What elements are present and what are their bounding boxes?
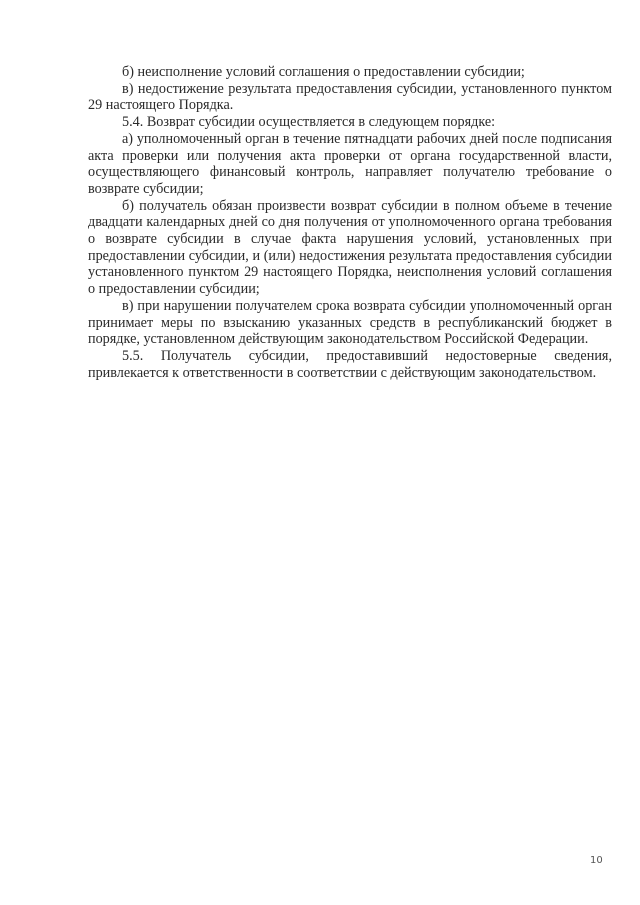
document-body: [88, 64, 612, 381]
paragraph-5-4-v: в) при нарушении получателем срока возврата субсидии уполномоченный орган принимает меры по взысканию указанных средств в республиканский бюджет в порядке, установленном действующим законодательством Российской Федерации.: [88, 297, 612, 348]
paragraph-v-non-achievement: в) недостижение результата предоставления субсидии, установленного пунктом 29 настоящего Порядка.: [88, 80, 612, 114]
paragraph-5-4-b: б) получатель обязан произвести возврат субсидии в полном объеме в течение двадцати календарных дней со дня получения от уполномоченного органа требования о возврате субсидии в случае факта нарушения условий, установленных при предоставлении субсидии, и (или) недостижения результата предоставления субсидии установленного пунктом 29 настоящего Порядка, неисполнения условий соглашения о предоставлении субсидии;: [88, 197, 612, 298]
paragraph-5-5: 5.5. Получатель субсидии, предоставивший недостоверные сведения, привлекается к ответственности в соответствии с действующим законодательством.: [88, 347, 612, 381]
paragraph-b-non-fulfillment: б) неисполнение условий соглашения о предоставлении субсидии;: [122, 64, 525, 80]
paragraph-5-4-heading: 5.4. Возврат субсидии осуществляется в следующем порядке:: [122, 114, 496, 131]
page-number: 10: [590, 855, 603, 866]
paragraph-5-4-a: а) уполномоченный орган в течение пятнадцати рабочих дней после подписания акта проверки или получения акта проверки от органа государственной власти, осуществляющего финансовый контроль, направляет получателю требование о возврате субсидии;: [88, 130, 612, 197]
